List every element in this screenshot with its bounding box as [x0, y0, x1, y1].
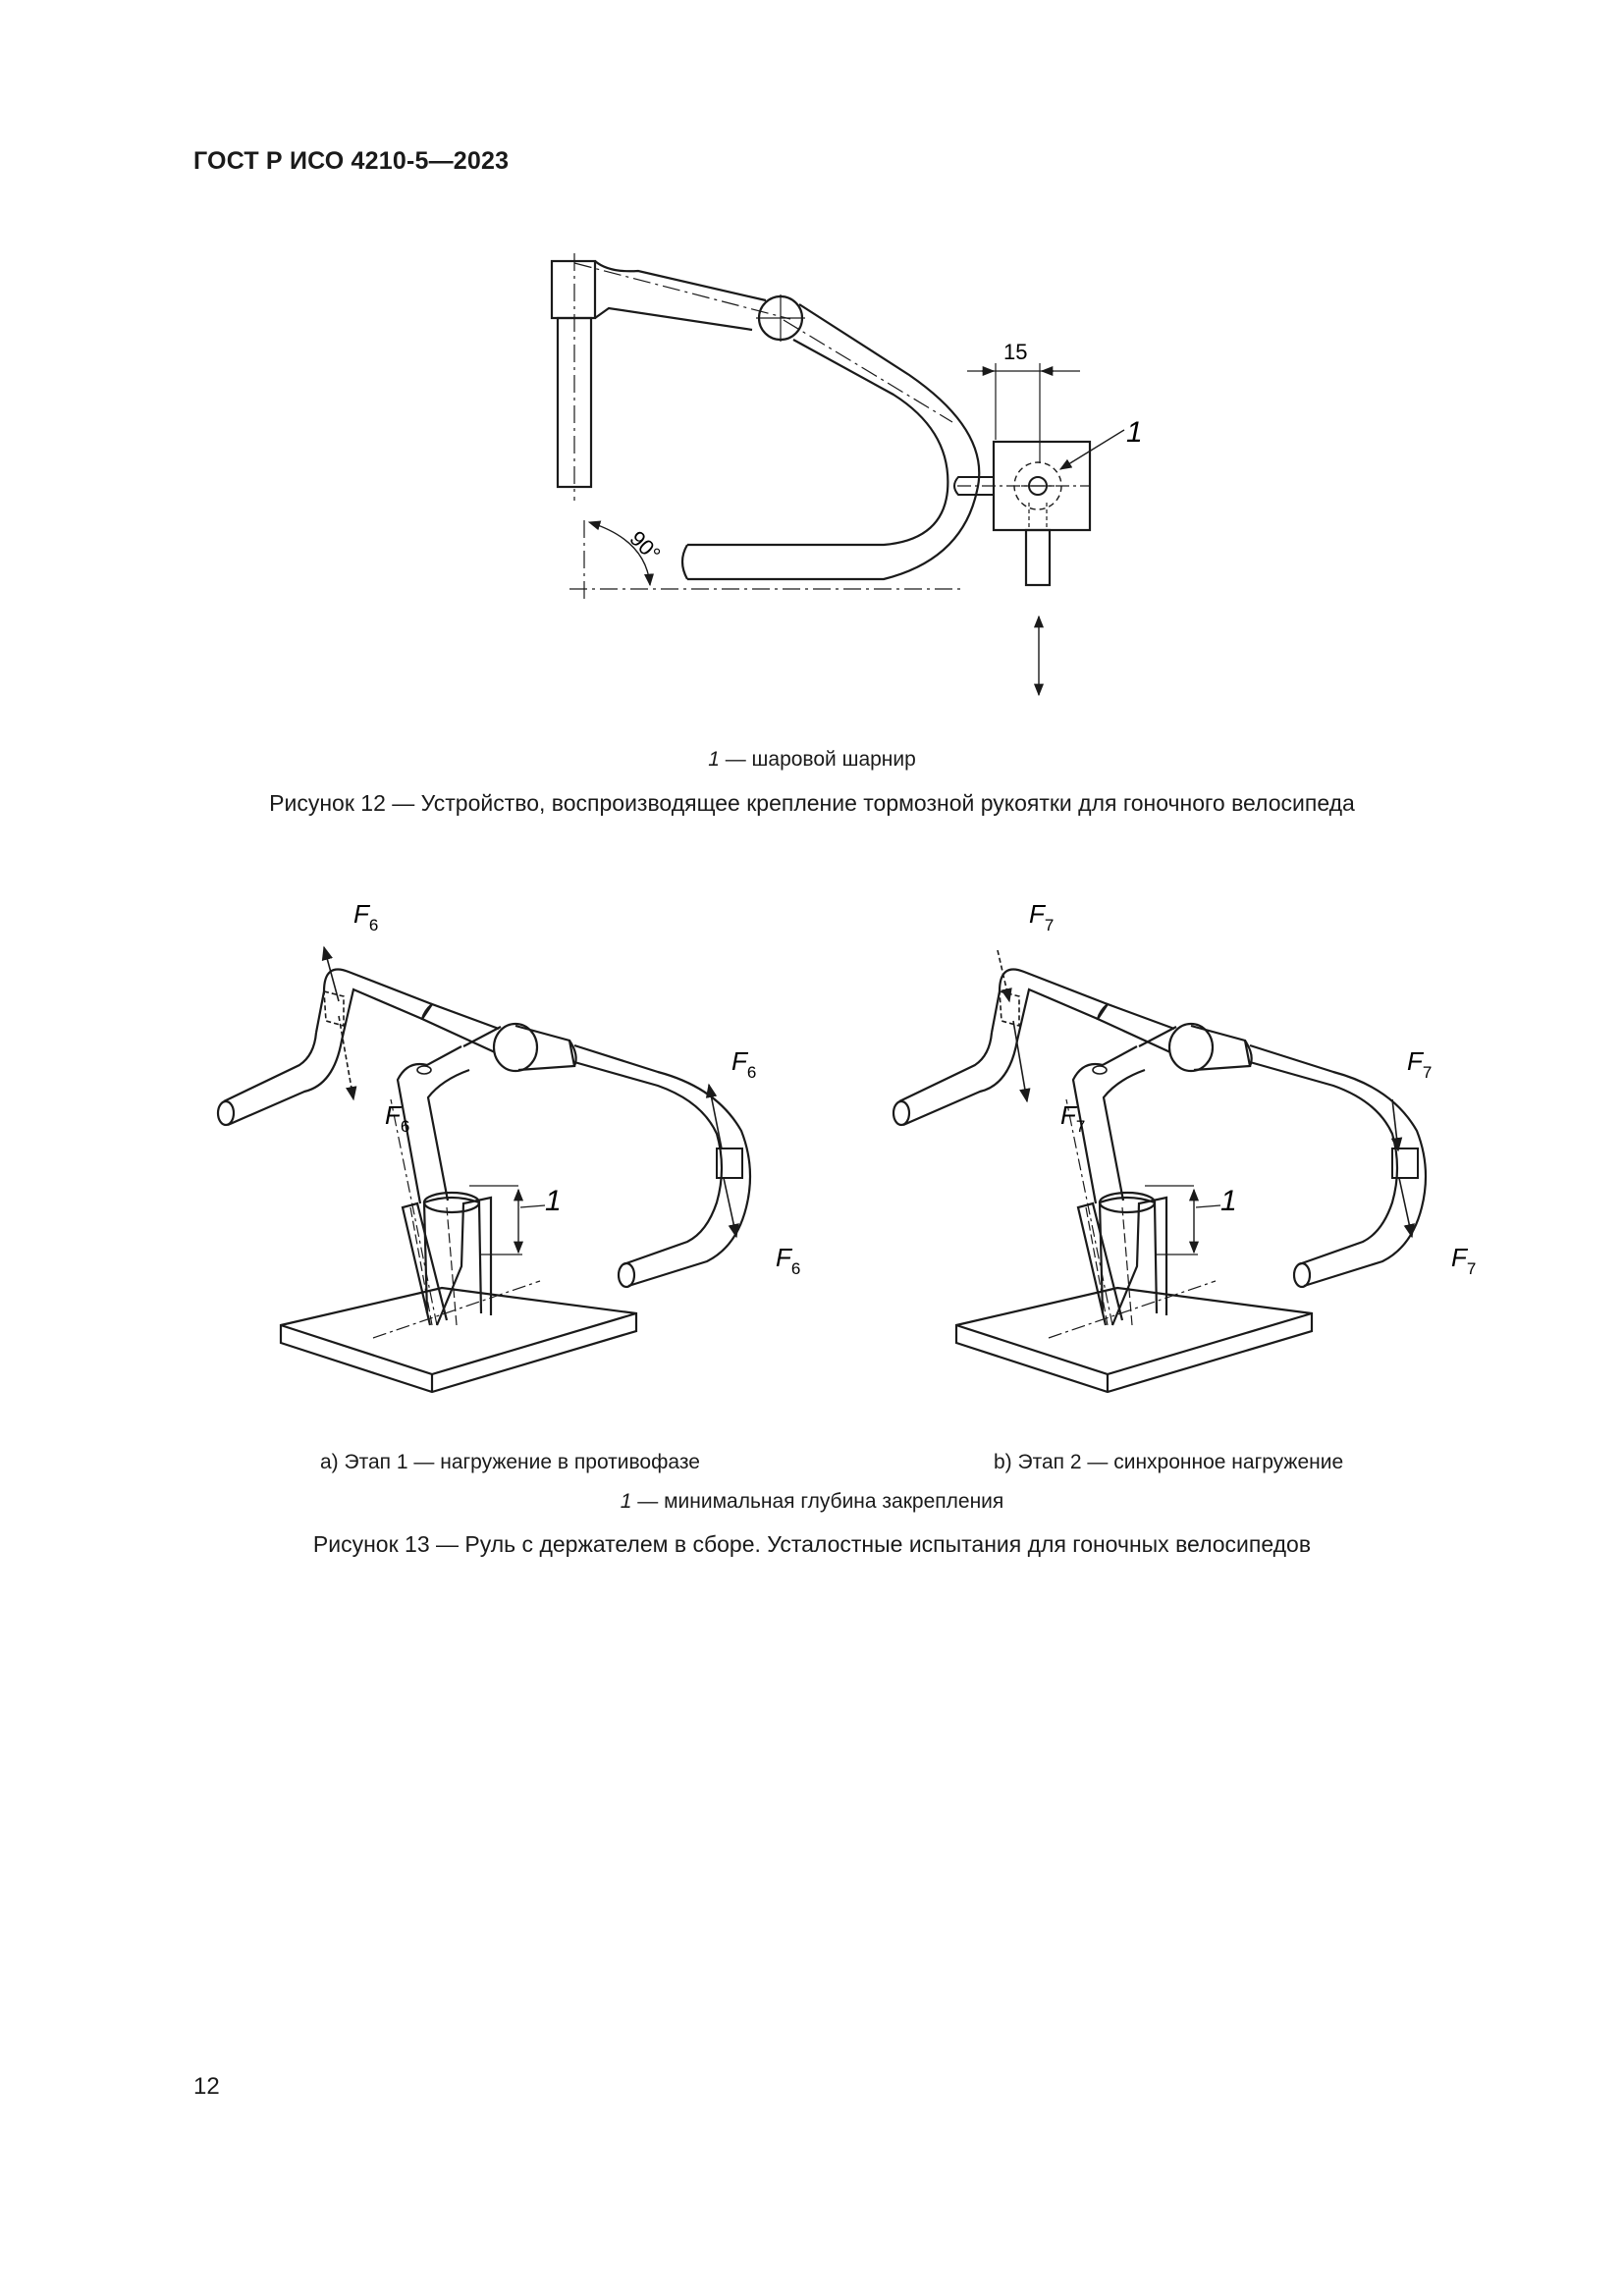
force-label-left: F [1060, 1100, 1076, 1130]
figure-13b-caption: b) Этап 2 — синхронное нагружение [994, 1451, 1344, 1473]
force-label-right-top: F [1407, 1046, 1423, 1076]
figure-13-legend [0, 1490, 1624, 1514]
force-label-right-top: F [731, 1046, 747, 1076]
figure-12-drawing [530, 245, 1143, 707]
force-index-right-bottom: 6 [790, 1259, 801, 1278]
force-label-top: F [353, 899, 369, 929]
figure-12-caption: Рисунок 12 — Устройство, воспроизводящее крепление тормозной рукоятки для гоночного велосипеда [269, 790, 1355, 816]
dimension-15-label: 15 [1003, 340, 1028, 364]
force-label-right-bottom: F [776, 1243, 791, 1272]
callout-1: 1 [1126, 416, 1143, 449]
force-index-top: 6 [368, 916, 379, 934]
angle-label: 90° [624, 525, 666, 567]
svg-text:F7 [1451, 1243, 1476, 1278]
force-label-left: F [385, 1100, 401, 1130]
svg-text:F6 [776, 1243, 800, 1278]
callout-1: 1 [545, 1185, 562, 1217]
figure-13a-drawing [206, 874, 801, 1404]
figure-12-legend [0, 748, 1624, 772]
figure-13b-drawing [882, 874, 1490, 1404]
callout-1: 1 [1220, 1185, 1237, 1217]
figure-13-caption: Рисунок 13 — Руль с держателем в сборе. Усталостные испытания для гоночных велосипедов [312, 1531, 1312, 1557]
figure-13-legend-number: 1 [620, 1490, 632, 1513]
svg-text:F6 [731, 1046, 756, 1082]
force-index-left: 6 [400, 1117, 410, 1136]
force-index-right-top: 6 [746, 1063, 757, 1082]
figure-13-legend-text: — минимальная глубина закрепления [631, 1490, 1004, 1513]
page-number: 12 [193, 2073, 220, 2100]
force-index-left: 7 [1075, 1117, 1086, 1136]
force-index-top: 7 [1044, 916, 1055, 934]
svg-text:F7 [1029, 899, 1054, 934]
force-index-right-bottom: 7 [1466, 1259, 1477, 1278]
figure-12-legend-number: 1 [708, 748, 720, 771]
figure-13a-caption: a) Этап 1 — нагружение в противофазе [320, 1451, 700, 1473]
document-header: ГОСТ Р ИСО 4210-5—2023 [193, 147, 510, 175]
svg-text:F7 [1407, 1046, 1432, 1082]
force-label-top: F [1029, 899, 1045, 929]
force-label-right-bottom: F [1451, 1243, 1467, 1272]
svg-text:F6 [353, 899, 378, 934]
force-index-right-top: 7 [1422, 1063, 1433, 1082]
figure-12-legend-text: — шаровой шарнир [719, 748, 916, 771]
